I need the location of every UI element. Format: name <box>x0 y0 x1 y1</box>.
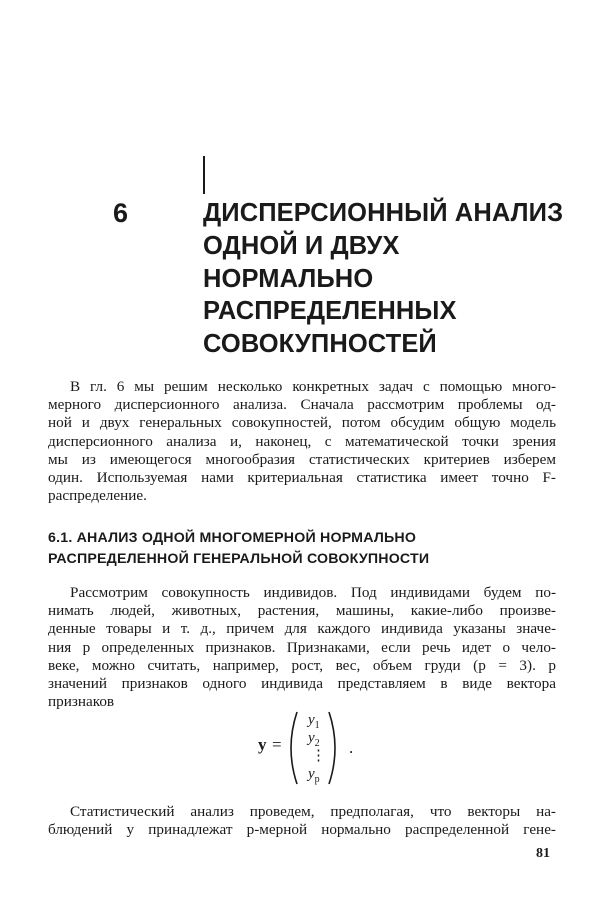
chapter-title <box>203 197 583 361</box>
vector-formula <box>258 710 368 786</box>
vector-vdots: ⋮ <box>311 748 326 764</box>
text-line: блюдений y принадлежат p-мерной нормально распределенной гене- <box>48 821 556 839</box>
text-line: Рассмотрим совокупность индивидов. Под индивидами будем по- <box>70 584 556 601</box>
chapter-number: 6 <box>113 198 129 228</box>
vector-component-1: $y_1$ <box>308 712 320 731</box>
text-line: распределение. <box>48 487 147 505</box>
chapter-title-line: ДИСПЕРСИОННЫЙ АНАЛИЗ <box>203 199 564 227</box>
chapter-title-line: ОДНОЙ И ДВУХ <box>203 231 400 260</box>
formula-equals: = <box>272 735 282 754</box>
text-line: веке, можно считать, например, рост, вес, объем груди (p = 3). p <box>48 656 556 674</box>
intro-paragraph <box>48 378 556 505</box>
vector-component-p: $y_p$ <box>308 766 320 785</box>
text-line: ния p определенных признаков. Признаками, если речь идет о чело- <box>48 638 556 656</box>
body-paragraph-2 <box>48 803 556 839</box>
formula-period: . <box>349 738 354 757</box>
text-line: нимать людей, животных, растения, машины, какие-либо произве- <box>48 602 556 620</box>
text-line: Статистический анализ проведем, предполагая, что векторы на- <box>70 803 556 820</box>
chapter-title-line: СОВОКУПНОСТЕЙ <box>203 330 437 359</box>
text-line: дисперсионного анализа и, наконец, с математической точки зрения <box>48 432 556 450</box>
text-line: В гл. 6 мы решим несколько конкретных задач с помощью много- <box>70 378 556 395</box>
text-line: значений признаков одного индивида представляем в виде вектора <box>48 674 556 692</box>
text-line: мерного дисперсионного анализа. Сначала рассмотрим проблемы од- <box>48 396 556 414</box>
page-number: 81 <box>536 846 550 861</box>
text-line: денные товары и т. д., причем для каждого индивида указаны значе- <box>48 620 556 638</box>
section-heading-line: 6.1. АНАЛИЗ ОДНОЙ МНОГОМЕРНОЙ НОРМАЛЬНО <box>48 530 417 546</box>
vector-component-2: $y_2$ <box>308 730 320 749</box>
formula-lhs: y <box>258 735 267 754</box>
chapter-rule <box>203 156 205 194</box>
chapter-title-line: РАСПРЕДЕЛЕННЫХ <box>203 297 457 326</box>
text-line: один. Используемая нами критериальная статистика имеет точно F- <box>48 468 556 486</box>
right-parenthesis <box>329 712 335 784</box>
section-heading-line: РАСПРЕДЕЛЕННОЙ ГЕНЕРАЛЬНОЙ СОВОКУПНОСТИ <box>48 550 430 567</box>
text-line: мы из имеющегося многообразия статистических критериев изберем <box>48 450 556 468</box>
text-line: ной и двух генеральных совокупностей, потом обсудим общую модель <box>48 414 556 432</box>
text-line: признаков <box>48 693 115 711</box>
left-parenthesis <box>291 712 297 784</box>
section-heading <box>48 528 568 569</box>
chapter-title-line: НОРМАЛЬНО <box>203 264 374 293</box>
body-paragraph <box>48 584 556 711</box>
